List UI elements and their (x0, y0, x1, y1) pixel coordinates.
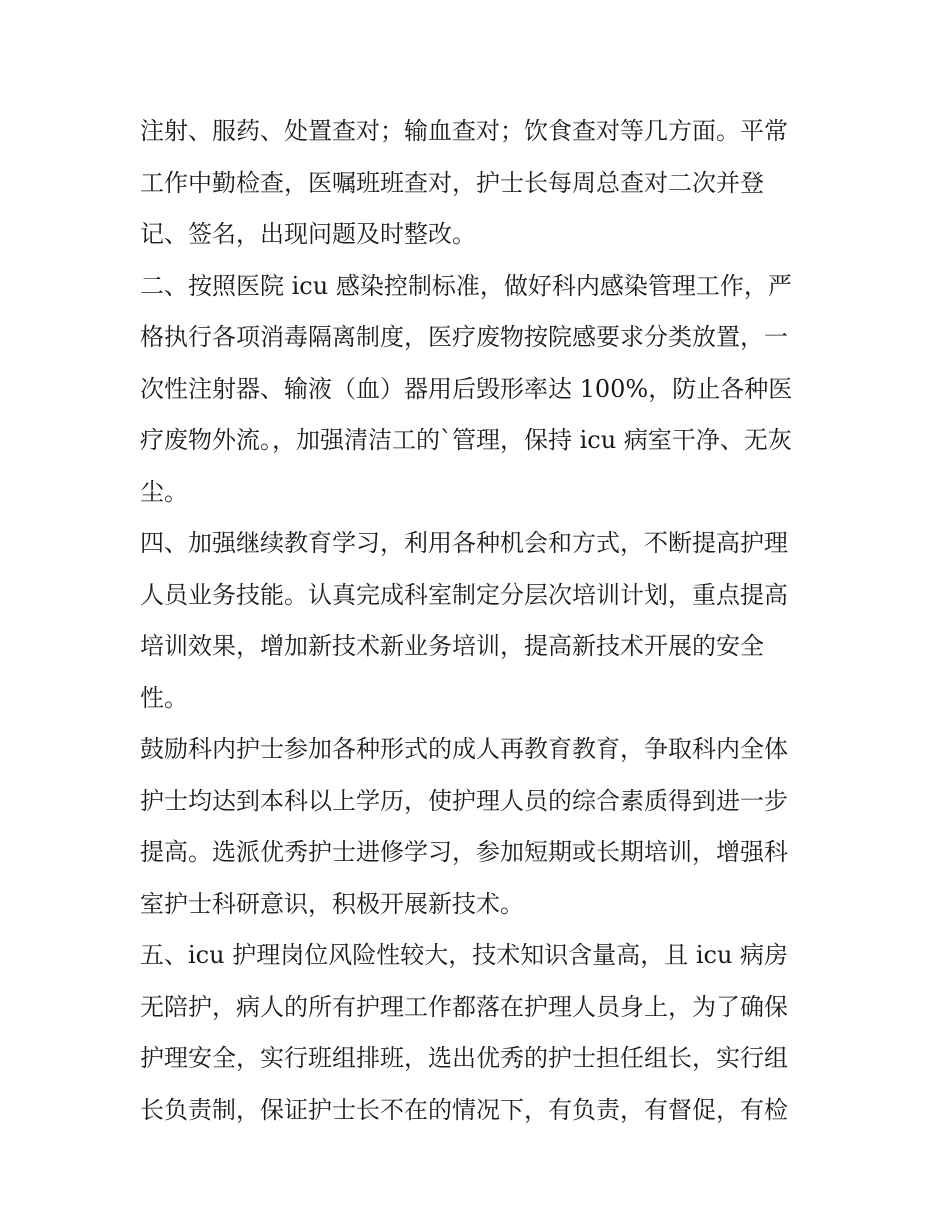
text-line: 次性注射器、输液（血）器用后毁形率达 100%，防止各种医 (140, 374, 793, 403)
text-line: 格执行各项消毒隔离制度，医疗废物按院感要求分类放置，一 (140, 323, 788, 351)
text-line: 长负责制，保证护士长不在的情况下，有负责，有督促，有检 (140, 1095, 788, 1124)
text-line: 护理安全，实行班组排班，选出优秀的护士担任组长，实行组 (140, 1044, 788, 1072)
text-line: 鼓励科内护士参加各种形式的成人再教育教育，争取科内全体 (140, 735, 788, 763)
text-line: 疗废物外流。，加强清洁工的`管理，保持 icu 病室干净、无灰 (140, 426, 792, 454)
text-line: 注射、服药、处置查对；输血查对；饮食查对等几方面。平常 (140, 117, 788, 145)
text-line: 提高。选派优秀护士进修学习，参加短期或长期培训，增强科 (140, 838, 788, 866)
text-line: 记、签名，出现问题及时整改。 (140, 220, 476, 248)
body-text (140, 106, 812, 1136)
text-line: 五、icu 护理岗位风险性较大，技术知识含量高，且 icu 病房 (140, 941, 789, 969)
text-line: 二、按照医院 icu 感染控制标准，做好科内感染管理工作，严 (140, 271, 792, 300)
text-line: 无陪护，病人的所有护理工作都落在护理人员身上，为了确保 (140, 992, 788, 1021)
text-line: 尘。 (140, 477, 188, 506)
text-line: 工作中勤检查，医嘱班班查对，护士长每周总查对二次并登 (140, 168, 764, 197)
text-line: 护士均达到本科以上学历，使护理人员的综合素质得到进一步 (140, 786, 788, 815)
text-line: 室护士科研意识，积极开展新技术。 (140, 889, 524, 918)
text-line: 性。 (140, 683, 188, 712)
text-line: 培训效果，增加新技术新业务培训，提高新技术开展的安全 (140, 632, 764, 660)
text-line: 四、加强继续教育学习，利用各种机会和方式，不断提高护理 (140, 529, 788, 557)
text-line: 人员业务技能。认真完成科室制定分层次培训计划，重点提高 (140, 580, 788, 609)
